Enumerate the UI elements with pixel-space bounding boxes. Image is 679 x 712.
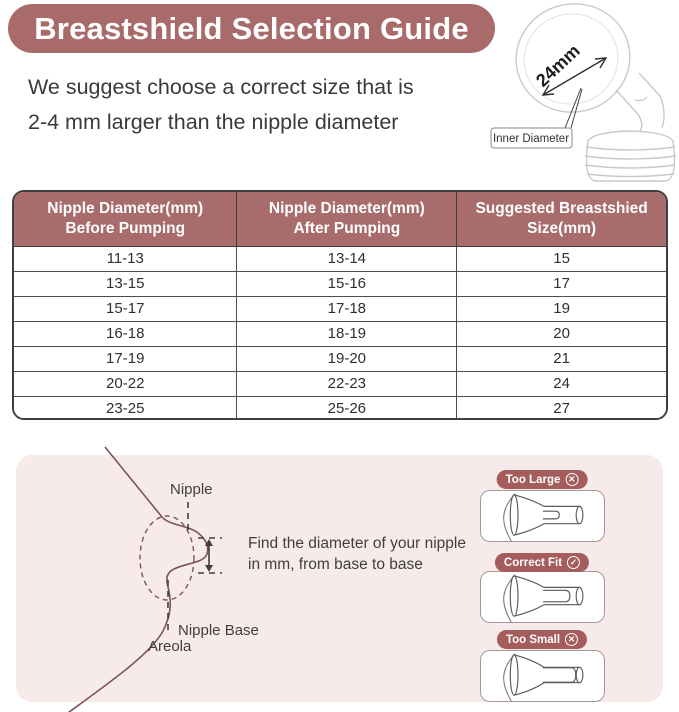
too-large-badge: Too Large ✕ [497,470,588,489]
cell-size: 27 [457,396,666,420]
table-row [14,296,666,321]
cell-after: 15-16 [237,271,457,296]
intro-text [28,70,468,140]
cell-size: 20 [457,321,666,346]
cell-before: 11-13 [14,246,237,271]
table-row [14,396,666,420]
cell-size: 19 [457,296,666,321]
size-table-container [12,190,668,420]
cell-before: 16-18 [14,321,237,346]
check-circle-icon: ✓ [567,556,580,569]
inner-diameter-callout-label: Inner Diameter [492,133,570,145]
cell-size: 24 [457,371,666,396]
cell-after: 17-18 [237,296,457,321]
intro-line-2: 2-4 mm larger than the nipple diameter [28,110,399,134]
breastshield-size-table [14,192,666,420]
cross-circle-icon: ✕ [565,473,578,486]
cell-after: 25-26 [237,396,457,420]
table-row [14,321,666,346]
measuring-guide-panel [16,455,663,702]
cell-before: 17-19 [14,346,237,371]
too-large-illustration-card [480,490,605,542]
column-header-suggested-size: Suggested Breastshied Size(mm) [457,192,666,246]
cell-after: 18-19 [237,321,457,346]
column-header-before-pumping: Nipple Diameter(mm) Before Pumping [14,192,237,246]
cell-size: 21 [457,346,666,371]
correct-fit-badge: Correct Fit ✓ [495,553,589,572]
cell-after: 22-23 [237,371,457,396]
column-header-after-pumping: Nipple Diameter(mm) After Pumping [237,192,457,246]
table-row [14,246,666,271]
too-small-illustration-card [480,650,605,702]
page-title: Breastshield Selection Guide [34,10,469,46]
cell-before: 13-15 [14,271,237,296]
cell-size: 15 [457,246,666,271]
too-small-badge: Too Small ✕ [497,630,587,649]
measure-instruction: Find the diameter of your nipple in mm, from base to base [248,535,466,573]
intro-line-1: We suggest choose a correct size that is [28,75,414,99]
nipple-base-label: Nipple Base [178,622,259,639]
inner-diameter-size-label: 24mm [532,40,584,91]
page-title-banner [8,4,495,53]
table-row [14,371,666,396]
table-row [14,271,666,296]
cell-after: 13-14 [237,246,457,271]
correct-fit-illustration-card [480,571,605,623]
cell-before: 15-17 [14,296,237,321]
cell-before: 23-25 [14,396,237,420]
cell-size: 17 [457,271,666,296]
nipple-label: Nipple [170,481,213,498]
areola-dashed-outline [140,516,194,600]
correct-fit-funnel-drawing [481,572,604,622]
too-small-funnel-drawing [481,651,604,701]
breastshield-funnel-drawing [469,0,679,186]
table-header-row [14,192,666,246]
areola-label: Areola [148,638,192,655]
too-large-funnel-drawing [481,491,604,541]
table-row [14,346,666,371]
cross-circle-icon: ✕ [565,633,578,646]
cell-before: 20-22 [14,371,237,396]
breastshield-product-illustration [469,0,679,186]
cell-after: 19-20 [237,346,457,371]
